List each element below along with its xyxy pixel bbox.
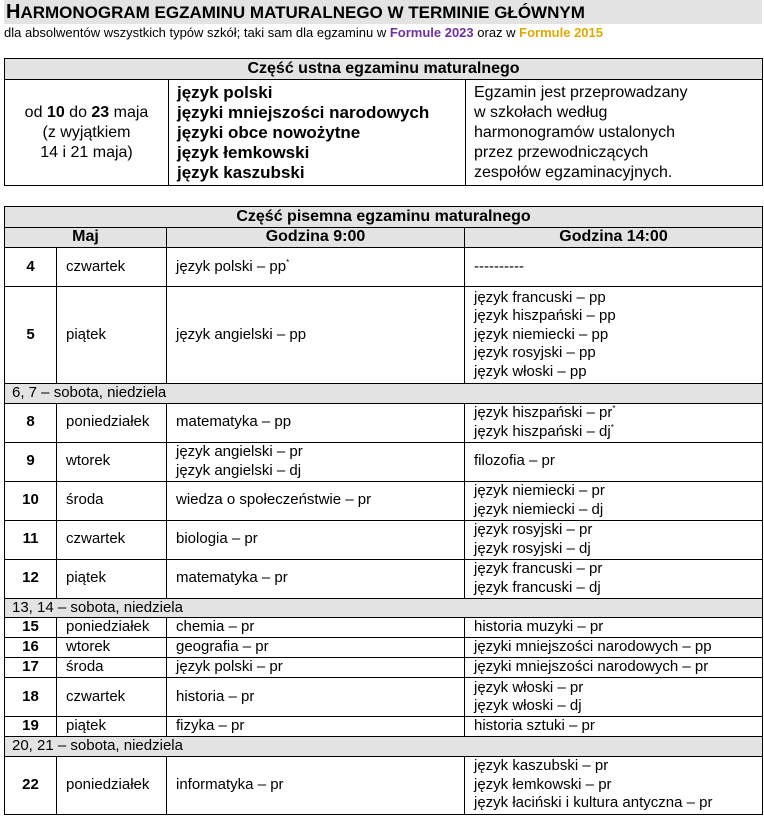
table-row: 8 poniedziałek matematyka – pp język hiszpański – pr* język hiszpański – dj* [5, 403, 763, 442]
footnote-mark: * [612, 404, 616, 413]
oral-note: Egzamin jest przeprowadzany w szkołach według harmonogramów ustalonych przez przewodniczących zespołów egzaminacyjnych. [466, 80, 763, 186]
oral-dates: od 10 do 23 maja (z wyjątkiem 14 i 21 maja) [5, 80, 169, 186]
oral-subjects: język polski języki mniejszości narodowych języki obce nowożytne język łemkowski język kaszubski [169, 80, 466, 186]
formula-2023-label: Formule 2023 [389, 25, 474, 40]
table-row: 12 piątek matematyka – pr język francuski – pr język francuski – dj [5, 559, 763, 598]
col-14: Godzina 14:00 [465, 228, 763, 248]
weekend-row: 20, 21 – sobota, niedziela [5, 737, 763, 757]
oral-heading: Część ustna egzaminu maturalnego [5, 59, 763, 80]
weekend-row: 13, 14 – sobota, niedziela [5, 598, 763, 618]
table-row: 22 poniedziałek informatyka – pr język kaszubski – pr język łemkowski – pr język łaciński i kultura antyczna – pr [5, 756, 763, 814]
col-9: Godzina 9:00 [167, 228, 465, 248]
table-row: 19 piątek fizyka – pr historia sztuki – pr [5, 717, 763, 737]
table-row: 9 wtorek język angielski – pr język angielski – dj filozofia – pr [5, 442, 763, 481]
oral-exam-table [4, 58, 763, 186]
weekend-row: 6, 7 – sobota, niedziela [5, 384, 763, 404]
table-row: 10 środa wiedza o społeczeństwie – pr język niemiecki – pr język niemiecki – dj [5, 481, 763, 520]
written-exam-table [4, 206, 763, 815]
table-row: 17 środa język polski – pr języki mniejszości narodowych – pr [5, 658, 763, 678]
footnote-mark: * [286, 257, 290, 267]
footnote-mark: * [610, 422, 614, 432]
table-row: 5 piątek język angielski – pp język francuski – pp język hiszpański – pp język niemiecki – pp język rosyjski – pp język włoski – pp [5, 287, 763, 384]
subtitle: dla absolwentów wszystkich typów szkół; taki sam dla egzaminu w Formule 2023 oraz w Formule 2015 [4, 25, 603, 40]
written-heading: Część pisemna egzaminu maturalnego [5, 207, 763, 228]
table-row: 18 czwartek historia – pr język włoski – pr język włoski – dj [5, 678, 763, 717]
table-row: 15 poniedziałek chemia – pr historia muzyki – pr [5, 618, 763, 638]
formula-2015-label: Formule 2015 [519, 25, 603, 40]
col-month: Maj [5, 228, 167, 248]
page-title: HARMONOGRAM EGZAMINU MATURALNEGO W TERMINIE GŁÓWNYM [4, 0, 762, 24]
table-row: 16 wtorek geografia – pr języki mniejszości narodowych – pp [5, 638, 763, 658]
table-row: 4 czwartek język polski – pp* ---------- [5, 248, 763, 287]
table-row: 11 czwartek biologia – pr język rosyjski – pr język rosyjski – dj [5, 520, 763, 559]
